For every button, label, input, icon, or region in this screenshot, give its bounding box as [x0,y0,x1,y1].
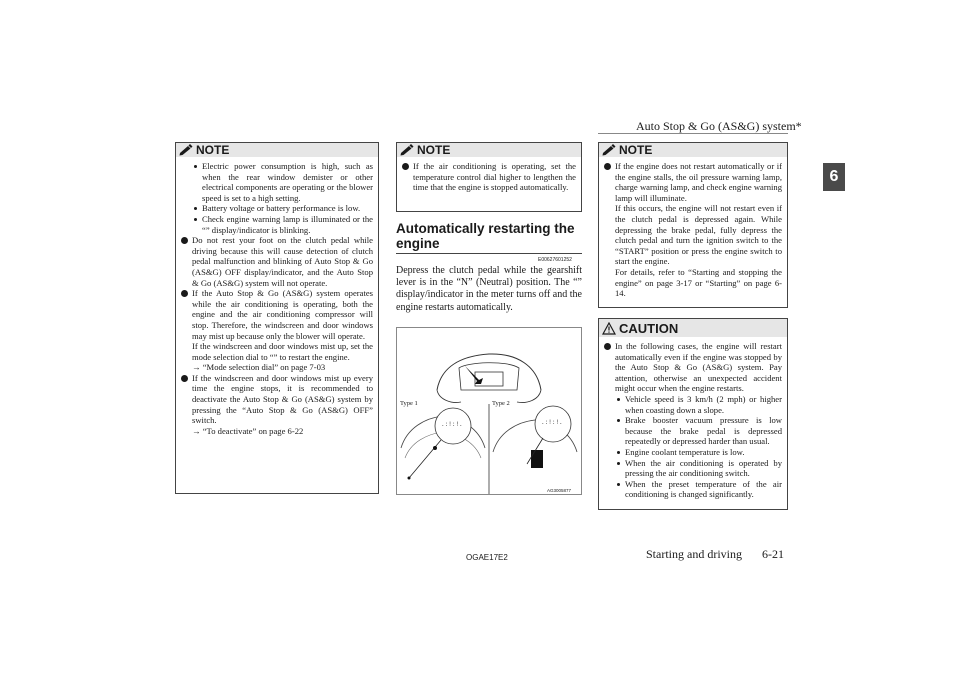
sub-bullet: When the air conditioning is operated by pressing the air conditioning switch. [615,458,782,479]
cross-reference: → “Mode selection dial” on page 7-03 [192,362,326,373]
sub-bullet: Battery voltage or battery performance is low. [192,203,373,214]
note-bullet: If the engine does not restart automatically or if the engine stalls, the oil pressure warning lamp, charge warning lamp, and check engine warning lamp will illuminate. If this occurs, the engine will not restart even if the clutch pedal is depressed again. While depressing the brake pedal, fully depress the clutch pedal and turn the ignition switch to the “START” position or press the engine switch to start the engine. For details, refer to “Starting and stopping the engine” on page 3-17 or “Starting” on page 6-14. [603,161,782,299]
note-bullet: If the Auto Stop & Go (AS&G) system operates while the air conditioning is operating, both the engine and the air conditioning compressor will stop. Therefore, the windscreen and door windows may mist up because only the blower will operate. If the windscreen and door windows mist up, set the mode selection dial to “” to restart the engine. → “Mode selection dial” on page 7-03 [180,288,373,373]
note-label: NOTE [196,143,230,157]
steering-wheel-illustration [437,354,541,403]
note-bullet: If the windscreen and door windows mist up every time the engine stops, it is recommended to deactivate the Auto Stop & Go (AS&G) system by pressing the “Auto Stop & Go (AS&G) OFF” switch. → “To deactivate” on page 6-22 [180,373,373,437]
caution-box [598,318,788,510]
figure-code: AG3005877 [547,488,572,493]
note-header [397,143,581,157]
meter-type2-illustration [493,406,577,468]
running-header: Auto Stop & Go (AS&G) system* [636,119,802,133]
sub-bullet: When the preset temperature of the air conditioning is changed significantly. [615,479,782,500]
right-note-box [598,142,788,308]
cross-reference: → “To deactivate” on page 6-22 [192,425,304,436]
footer-code: OGAE17E2 [466,553,508,562]
note-label: NOTE [619,143,653,157]
sub-bullet: Engine coolant temperature is low. [615,447,782,458]
note-bullet: Do not rest your foot on the clutch pedal while driving because this will cause detection of clutch pedal malfunction and blinking of Auto Stop & Go (AS&G) OFF display/indicator, and the Auto Stop & Go (AS&G) system will not operate. [180,235,373,288]
sub-bullet: Electric power consumption is high, such as when the rear window demister or other electrical components are operating or the blower speed is set to a high setting. [192,161,373,203]
figure-label-type1: Type 1 [400,400,418,407]
section-rule [396,253,582,254]
figure [396,327,582,495]
footer-page-number: 6-21 [762,547,784,561]
note-label: NOTE [417,143,451,157]
caution-header [599,319,787,337]
note-pencil-icon [602,144,616,156]
sub-bullet: Check engine warning lamp is illuminated or the “” display/indicator is blinking. [192,214,373,235]
section-title: Automatically restarting the engine [396,221,575,251]
warning-triangle-icon [602,322,616,335]
footer-section: Starting and driving [646,547,742,561]
note-bullet: If the air conditioning is operating, set the temperature control dial higher to lengthen the time that the engine is stopped automatically. [401,161,576,193]
note-header [599,143,787,157]
svg-text:.:!:!.: .:!:!. [541,419,563,426]
note-header [176,143,378,157]
middle-note-box [396,142,582,212]
section-code: E00627601252 [538,257,572,263]
figure-illustration [397,328,581,494]
figure-label-type2: Type 2 [492,400,510,407]
meter-type1-illustration [401,408,485,480]
section-body: Depress the clutch pedal while the gearshift lever is in the “N” (Neutral) position. The “” display/indicator in the meter turns off and the engine restarts automatically. [396,265,582,313]
header-rule [598,133,788,134]
left-note-box [175,142,379,494]
svg-text:.:!:!.: .:!:!. [441,421,463,428]
caution-label: CAUTION [619,320,679,336]
note-pencil-icon [179,144,193,156]
chapter-tab: 6 [823,163,845,191]
note-pencil-icon [400,144,414,156]
sub-bullet: Vehicle speed is 3 km/h (2 mph) or higher when coasting down a slope. [615,394,782,415]
caution-bullet: In the following cases, the engine will restart automatically even if the engine was stopped by the Auto Stop & Go (AS&G) system. Pay attention, otherwise an unexpected accident might occur when the engine restarts. Vehicle speed is 3 km/h (2 mph) or higher when coasting down a slope. Brake booster vacuum pressure is low because the brake pedal is depressed repeatedly or depressed harder than usual. Engine coolant temperature is low. When the air conditioning is operated by pressing the air conditioning switch. When the preset temperature of the air conditioning is changed significantly. [603,341,782,500]
sub-bullet: Brake booster vacuum pressure is low because the brake pedal is depressed repeatedly or depressed harder than usual. [615,415,782,447]
